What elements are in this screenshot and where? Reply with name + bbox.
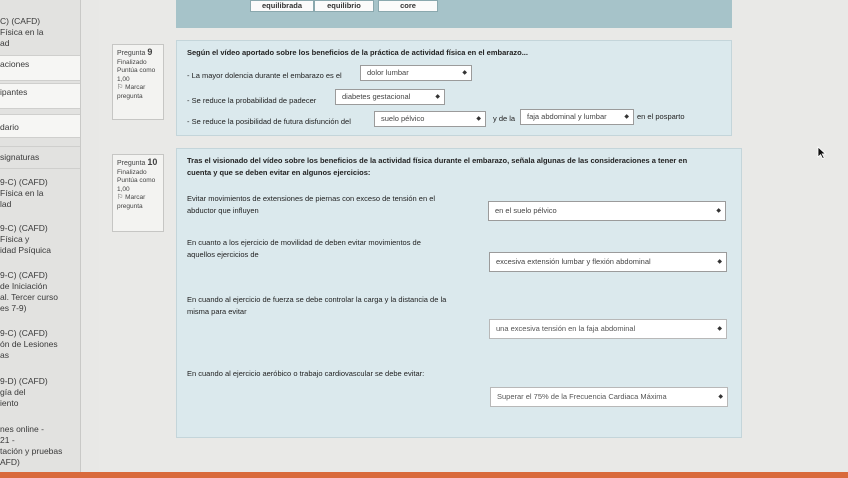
sidebar-course-2[interactable] xyxy=(0,223,80,256)
select-value: dolor lumbar xyxy=(367,68,409,77)
flag-icon: ⚐ xyxy=(117,84,124,91)
flag-question-link[interactable] xyxy=(117,84,159,93)
item-text-line-1: En cuanto a los ejercicio de movilidad de deben evitar movimientos de xyxy=(187,238,421,247)
sidebar-item-calendario[interactable] xyxy=(0,114,80,138)
course-sidebar xyxy=(0,0,81,478)
sidebar-line: 9-C) (CAFD) xyxy=(0,223,48,233)
select-arrow-icon: ◆ xyxy=(717,326,722,332)
sidebar-line: 9-C) (CAFD) xyxy=(0,328,48,338)
flag-label-2: pregunta xyxy=(117,92,143,100)
answer-select[interactable] xyxy=(489,252,727,272)
sidebar-section-title[interactable] xyxy=(0,152,80,163)
answer-select[interactable] xyxy=(488,201,726,221)
sidebar-line: 9-C) (CAFD) xyxy=(0,270,48,280)
sidebar-line: nes online - xyxy=(0,424,44,434)
select-arrow-icon: ◆ xyxy=(476,116,481,122)
sidebar-line: C) (CAFD) xyxy=(0,16,41,26)
question-number-value: 9 xyxy=(147,47,153,57)
item-text-line-1: En cuando al ejercicio de fuerza se debe controlar la carga y la distancia de la xyxy=(187,295,447,304)
item-text-line-1: Evitar movimientos de extensiones de piernas con exceso de tensión en el xyxy=(187,194,436,203)
select-arrow-icon: ◆ xyxy=(462,70,467,76)
sidebar-line: gía del xyxy=(0,387,26,397)
sidebar-course-4[interactable] xyxy=(0,328,80,361)
sidebar-item-label: aciones xyxy=(0,59,30,69)
sidebar-line: tación y pruebas xyxy=(0,446,63,456)
sidebar-line: 9-D) (CAFD) xyxy=(0,376,48,386)
select-arrow-icon: ◆ xyxy=(624,114,629,120)
select-value: suelo pélvico xyxy=(381,114,425,123)
sidebar-line: 9-C) (CAFD) xyxy=(0,177,48,187)
item-prefix: - La mayor dolencia durante el embarazo es el xyxy=(187,71,342,80)
select-arrow-icon: ◆ xyxy=(717,259,722,265)
question-text: Según el vídeo aportado sobre los beneficios de la práctica de actividad física en el embarazo... xyxy=(187,48,528,57)
answer-select[interactable] xyxy=(374,111,486,127)
item-middle: y de la xyxy=(493,114,516,123)
sidebar-course-1[interactable] xyxy=(0,177,80,210)
question-number-label: Pregunta xyxy=(117,50,146,57)
sidebar-item-calificaciones[interactable] xyxy=(0,55,80,81)
question-info-10 xyxy=(112,154,164,232)
sidebar-line: 21 - xyxy=(0,435,15,445)
sidebar-line: es 7-9) xyxy=(0,303,27,313)
question-info-9 xyxy=(112,44,164,120)
option-button[interactable]: equilibrio xyxy=(314,0,374,12)
question-number xyxy=(117,48,159,59)
answer-select[interactable] xyxy=(489,319,727,339)
answer-select[interactable] xyxy=(520,109,634,125)
select-value: una excesiva tensión en la faja abdominal xyxy=(496,324,636,333)
item-text-line-2: misma para evitar xyxy=(187,307,247,316)
option-button[interactable]: core xyxy=(378,0,438,12)
sidebar-item-participantes[interactable] xyxy=(0,83,80,109)
sidebar-item-label: ipantes xyxy=(0,87,28,97)
select-arrow-icon: ◆ xyxy=(435,94,440,100)
sidebar-line: ad xyxy=(0,38,10,48)
question-number-label: Pregunta xyxy=(117,160,146,167)
sidebar-line: lad xyxy=(0,199,12,209)
sidebar-line: idad Psíquica xyxy=(0,245,52,255)
sidebar-line: Física y xyxy=(0,234,30,244)
current-course-link[interactable] xyxy=(0,16,80,49)
question-number xyxy=(117,158,159,169)
sidebar-item-label: dario xyxy=(0,122,19,132)
select-value: Superar el 75% de la Frecuencia Cardiaca Máxima xyxy=(497,392,667,401)
item-text-line-1: En cuando al ejercicio aeróbico o trabajo cardiovascular se debe evitar: xyxy=(187,369,425,378)
item-text-line-2: abductor que influyen xyxy=(187,206,259,215)
previous-question-strip xyxy=(176,0,732,28)
question-number-value: 10 xyxy=(147,157,158,167)
select-value: en el suelo pélvico xyxy=(495,206,557,215)
flag-label-2: pregunta xyxy=(117,202,143,210)
option-button[interactable]: equilibrada xyxy=(250,0,314,12)
score-value: 1,00 xyxy=(117,75,130,83)
mouse-pointer-icon xyxy=(817,146,829,160)
score-label: Puntúa como xyxy=(117,177,156,184)
item-text-line-2: aquellos ejercicios de xyxy=(187,250,259,259)
item-prefix: - Se reduce la probabilidad de padecer xyxy=(187,96,317,105)
question-content-9 xyxy=(176,40,732,136)
select-arrow-icon: ◆ xyxy=(716,208,721,214)
sidebar-line: AFD) xyxy=(0,457,20,467)
answer-select[interactable] xyxy=(360,65,472,81)
sidebar-line: as xyxy=(0,350,9,360)
question-status: Finalizado xyxy=(117,58,147,66)
answer-select[interactable] xyxy=(335,89,445,105)
select-arrow-icon: ◆ xyxy=(718,394,723,400)
flag-icon: ⚐ xyxy=(117,194,124,201)
question-text-line-1: Tras el visionado del vídeo sobre los beneficios de la actividad física durante el embarazo, señala algunas de las consideraciones a tener en xyxy=(187,156,688,165)
item-suffix: en el posparto xyxy=(637,112,685,121)
flag-question-link[interactable] xyxy=(117,194,159,203)
select-value: diabetes gestacional xyxy=(342,92,411,101)
screen-bottom-edge xyxy=(0,472,848,478)
sidebar-divider xyxy=(0,168,80,169)
question-status: Finalizado xyxy=(117,168,147,176)
page-gutter xyxy=(81,0,99,478)
sidebar-line: ón de Lesiones xyxy=(0,339,58,349)
question-text-line-2: cuenta y que se deben evitar en algunos ejercicios: xyxy=(187,168,371,177)
sidebar-line: al. Tercer curso xyxy=(0,292,58,302)
score-label: Puntúa como xyxy=(117,67,156,74)
sidebar-line: iento xyxy=(0,398,19,408)
sidebar-line: Física en la xyxy=(0,188,44,198)
sidebar-divider xyxy=(0,146,80,147)
sidebar-course-5[interactable] xyxy=(0,376,80,409)
sidebar-section-label: signaturas xyxy=(0,152,40,162)
select-value: faja abdominal y lumbar xyxy=(527,112,607,121)
item-prefix: - Se reduce la posibilidad de futura disfunción del xyxy=(187,117,351,126)
sidebar-line: Física en la xyxy=(0,27,44,37)
question-content-10 xyxy=(176,148,742,438)
score-value: 1,00 xyxy=(117,185,130,193)
sidebar-course-6[interactable] xyxy=(0,424,80,468)
answer-select[interactable] xyxy=(490,387,728,407)
sidebar-course-3[interactable] xyxy=(0,270,80,314)
flag-label: Marcar xyxy=(125,84,146,91)
select-value: excesiva extensión lumbar y flexión abdominal xyxy=(496,257,651,266)
sidebar-line: de Iniciación xyxy=(0,281,48,291)
flag-label: Marcar xyxy=(125,194,146,201)
